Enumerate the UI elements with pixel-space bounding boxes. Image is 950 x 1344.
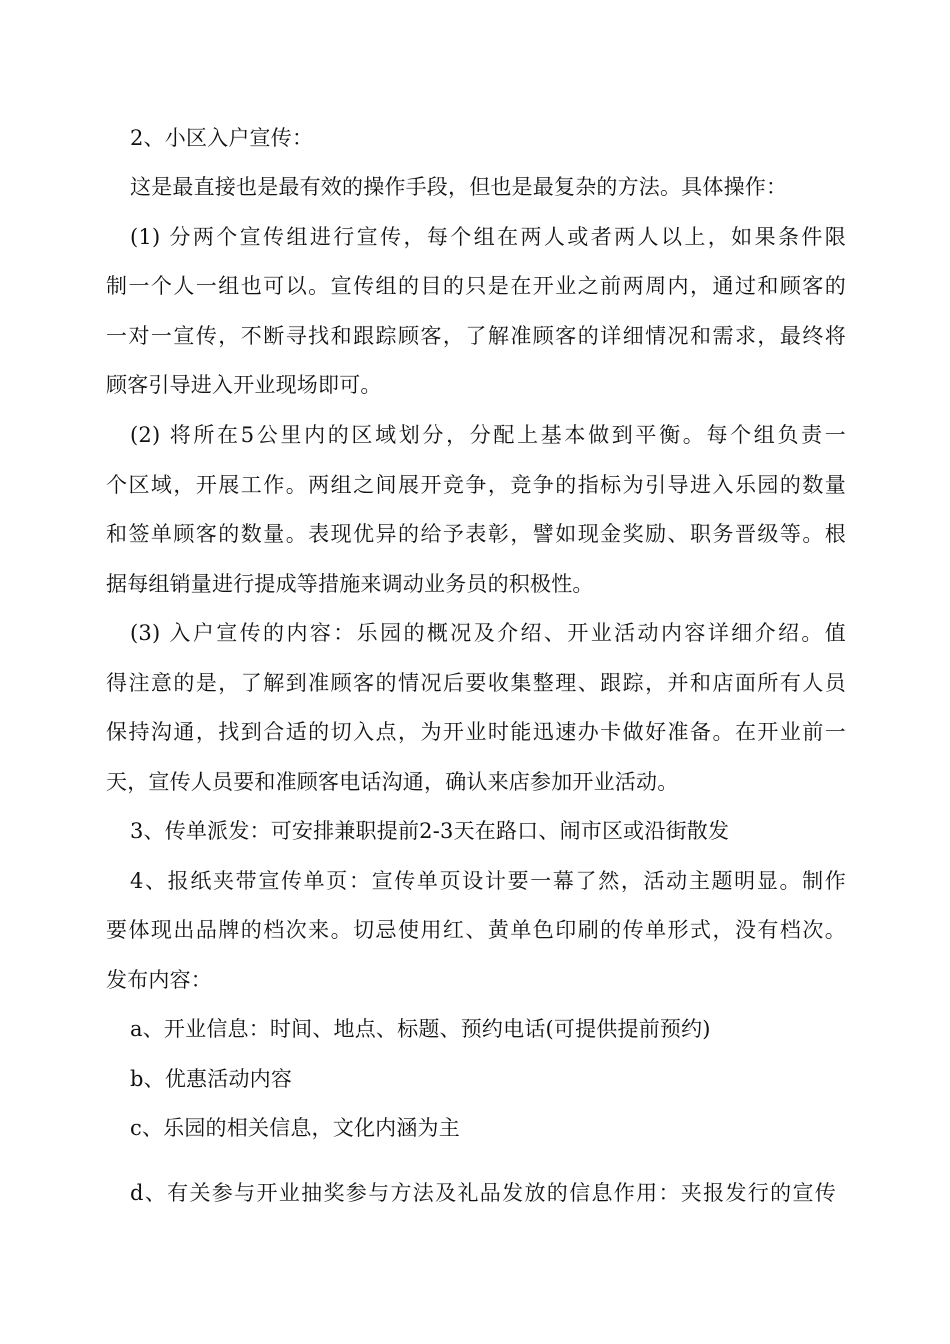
text-line: 发布内容： [106, 968, 212, 992]
text-line: 保持沟通，找到合适的切入点，为开业时能迅速办卡做好准备。在开业前一 [106, 720, 846, 744]
text-line: 4、报纸夹带宣传单页：宣传单页设计要一幕了然，活动主题明显。制作 [130, 869, 846, 893]
text-line: (1) 分两个宣传组进行宣传，每个组在两人或者两人以上，如果条件限 [130, 225, 846, 249]
text-line: 2、小区入户宣传： [130, 126, 314, 150]
text-line: 顾客引导进入开业现场即可。 [106, 373, 382, 397]
text-line: 一对一宣传，不断寻找和跟踪顾客，了解准顾客的详细情况和需求，最终将 [106, 324, 846, 348]
text-line: 制一个人一组也可以。宣传组的目的只是在开业之前两周内，通过和顾客的 [106, 274, 846, 298]
text-line: 这是最直接也是最有效的操作手段，但也是最复杂的方法。具体操作： [130, 175, 788, 199]
text-line: 个区域，开展工作。两组之间展开竞争，竞争的指标为引导进入乐园的数量 [106, 473, 846, 497]
text-line: d、有关参与开业抽奖参与方法及礼品发放的信息作用：夹报发行的宣传 [130, 1181, 836, 1205]
text-line: 要体现出品牌的档次来。切忌使用红、黄单色印刷的传单形式，没有档次。 [106, 918, 846, 942]
text-line: b、优惠活动内容 [130, 1067, 293, 1091]
text-line: c、乐园的相关信息，文化内涵为主 [130, 1116, 460, 1140]
text-line: 和签单顾客的数量。表现优异的给予表彰，譬如现金奖励、职务晋级等。根 [106, 522, 846, 546]
text-line: 3、传单派发：可安排兼职提前2-3天在路口、闹市区或沿街散发 [130, 819, 730, 843]
text-line: 据每组销量进行提成等措施来调动业务员的积极性。 [106, 572, 594, 596]
text-line: (3) 入户宣传的内容：乐园的概况及介绍、开业活动内容详细介绍。值 [130, 621, 846, 645]
text-line: a、开业信息：时间、地点、标题、预约电话(可提供提前预约) [130, 1017, 711, 1041]
text-line: 得注意的是，了解到准顾客的情况后要收集整理、跟踪，并和店面所有人员 [106, 671, 846, 695]
text-line: (2) 将所在5公里内的区域划分，分配上基本做到平衡。每个组负责一 [130, 423, 846, 447]
text-line: 天，宣传人员要和准顾客电话沟通，确认来店参加开业活动。 [106, 770, 679, 794]
